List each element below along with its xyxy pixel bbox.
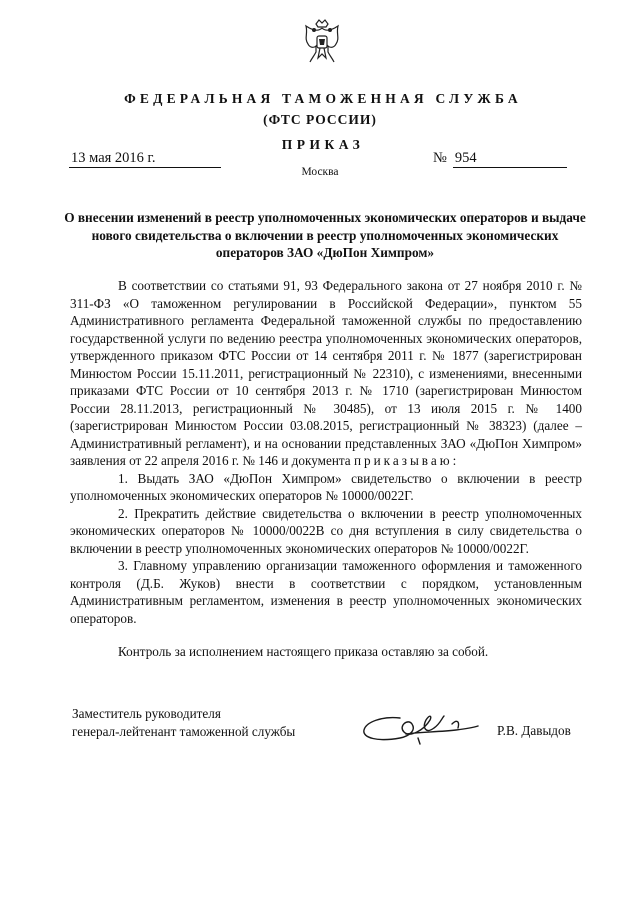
number-label: № — [433, 150, 447, 166]
position-line-1: Заместитель руководителя — [72, 706, 221, 721]
preamble-paragraph — [70, 277, 582, 470]
document-title: О внесении изменений в реестр уполномоченных экономических операторов и выдаче нового свидетельства о включении в реестр уполномоченных экономических операторов ЗАО «ДюПон Химпром» — [64, 210, 586, 260]
order-item-3: 3. Главному управлению организации таможенного оформления и таможенного контроля (Д.Б. Жуков) внести в соответствии с порядком, установленным Административным регламентом, изменения в реестр уполномоченных экономических операторов. — [70, 558, 582, 626]
eagle-emblem-icon — [300, 18, 344, 66]
number-value: 954 — [453, 150, 567, 168]
document-body — [70, 277, 582, 661]
document-type: ПРИКАЗ — [281, 137, 365, 152]
document-date: 13 мая 2016 г. — [69, 150, 221, 168]
agency-short-name: (ФТС РОССИИ) — [263, 112, 377, 127]
city: Москва — [301, 166, 339, 178]
signatory-position — [72, 705, 295, 740]
preamble-text: В соответствии со статьями 91, 93 Федерального закона от 27 ноября 2010 г. № 311-ФЗ «О таможенном регулировании в Российской Федерации», пунктом 55 Административного регламента Федеральной таможенной службы по предоставлению государственной услуги по ведению реестра уполномоченных экономических операторов, утвержденного приказом ФТС России от 14 сентября 2011 г. № 1877 (зарегистрирован Минюстом России 15.11.2011, регистрационный № 22310), с изменениями, внесенными приказами ФТС России от 10 сентября 2013 г. № 1710 (зарегистрирован Минюстом России 28.11.2013, регистрационный № 30485), от 13 июля 2015 г. № 1400 (зарегистрирован Минюстом России 03.08.2015, регистрационный № 38323) (далее – Административный регламент), и на основании представленных ЗАО «ДюПон Химпром» заявления от 22 апреля 2016 г. № 146 и документа — [70, 278, 582, 468]
handwritten-signature-icon — [360, 708, 482, 750]
signatory-name: Р.В. Давыдов — [497, 723, 571, 738]
agency-name: ФЕДЕРАЛЬНАЯ ТАМОЖЕННАЯ СЛУЖБА — [124, 91, 522, 106]
control-paragraph: Контроль за исполнением настоящего приказа оставляю за собой. — [118, 644, 489, 659]
order-word: приказываю: — [353, 453, 460, 468]
order-item-2: 2. Прекратить действие свидетельства о включении в реестр уполномоченных экономических операторов № 10000/0022В со дня вступления в силу свидетельства о включении в реестр уполномоченных экономических операторов № 10000/0022Г. — [70, 505, 582, 556]
order-item-1: 1. Выдать ЗАО «ДюПон Химпром» свидетельство о включении в реестр уполномоченных экономических операторов № 10000/0022Г. — [70, 470, 582, 503]
position-line-2: генерал-лейтенант таможенной службы — [72, 723, 296, 739]
